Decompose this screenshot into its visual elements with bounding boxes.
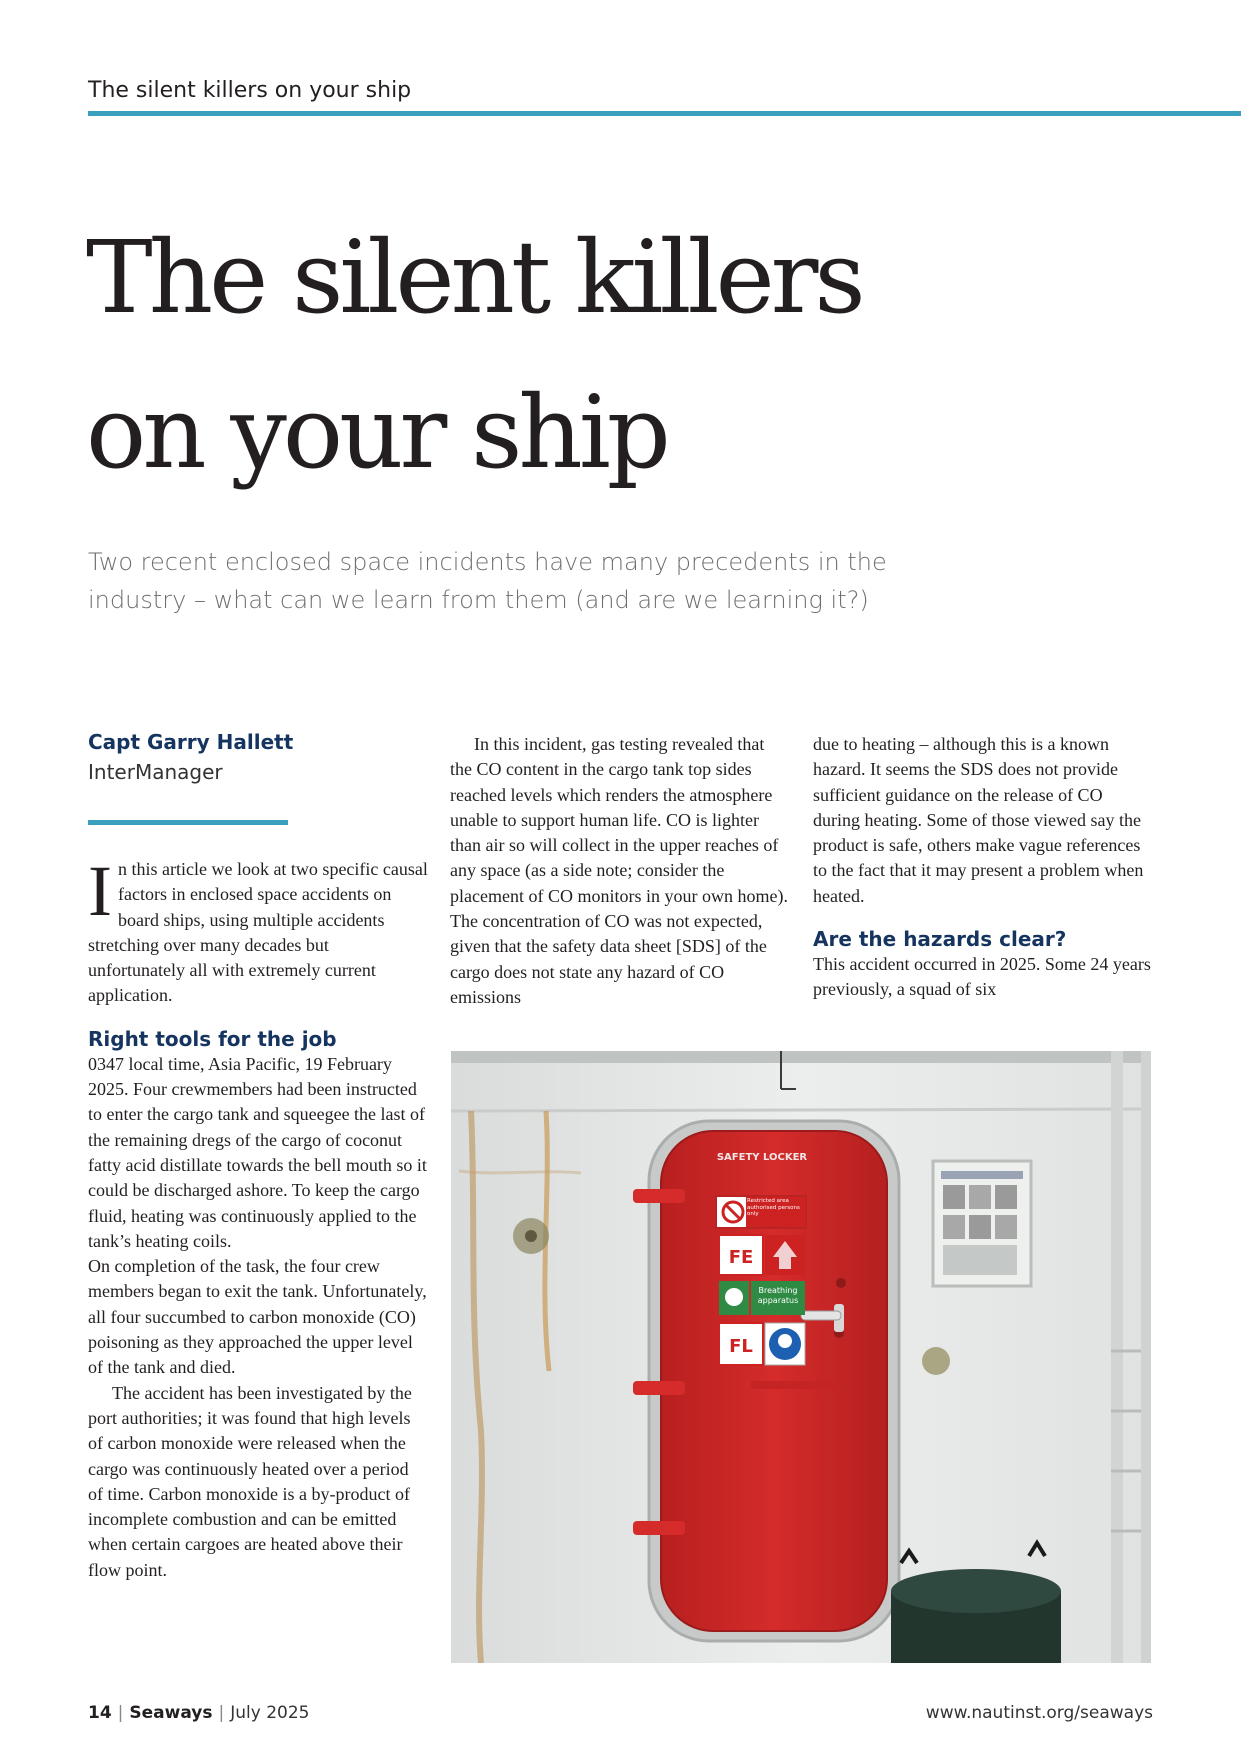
author-organisation: InterManager: [88, 760, 223, 784]
page-footer-left: 14 | Seaways | July 2025: [88, 1703, 310, 1723]
standfirst: Two recent enclosed space incidents have many precedents in the industry – what can we learn from them (and are we learning it?): [88, 548, 887, 614]
intro-text: n this article we look at two specific causal factors in enclosed space accidents on board ships, using multiple accidents stretching over many decades but unfortunately all with extremely current application.: [88, 859, 428, 1006]
title-line-2: on your ship: [86, 374, 667, 491]
paragraph: 0347 local time, Asia Pacific, 19 February 2025. Four crewmembers had been instructed to enter the cargo tank and squeegee the last of the remaining dregs of the cargo of coconut fatty acid distillate towards the bell mouth so it could be discharged ashore. To keep the cargo fluid, heating was continuously applied to the tank’s heating coils.: [88, 1053, 427, 1251]
intro-paragraph: [88, 851, 428, 1009]
paragraph: The accident has been investigated by the port authorities; it was found that high levels of carbon monoxide were released when the cargo was continuously heated over a period of time. Carbon monoxide is a by-product of incomplete combustion and can be emitted when certain cargoes are heated above their flow point.: [88, 1382, 412, 1580]
section-heading-right-tools: Right tools for the job: [88, 1026, 337, 1051]
page-number: 14: [88, 1703, 112, 1723]
running-head: The silent killers on your ship: [88, 78, 412, 103]
breathing-apparatus-sign: Breathing apparatus: [751, 1281, 805, 1315]
column-1: [88, 851, 428, 1583]
fl-sign: FL: [729, 1336, 753, 1357]
drop-cap: I: [88, 851, 112, 931]
safety-locker-photo: [451, 1051, 1151, 1663]
photo-illustration: [451, 1051, 1151, 1663]
magazine-name: Seaways: [129, 1703, 213, 1723]
article-title: [86, 200, 1086, 510]
header-rule: [88, 111, 1241, 116]
fe-sign: FE: [728, 1247, 754, 1268]
issue-date: July 2025: [230, 1703, 310, 1723]
restricted-area-sign: Restricted area authorised persons only: [746, 1197, 806, 1227]
website-link[interactable]: www.nautinst.org/seaways: [925, 1703, 1153, 1723]
author-name: Capt Garry Hallett: [88, 730, 294, 754]
paragraph: In this incident, gas testing revealed that the CO content in the cargo tank top sides reached levels which renders the atmosphere unable to support human life. CO is lighter than air so will collect in the upper reaches of any space (as a side note; consider the placement of CO monitors in your own home). The concentration of CO was not expected, given that the safety data sheet [SDS] of the cargo does not state any hazard of CO emissions: [450, 734, 788, 1007]
byline-rule: [88, 820, 288, 825]
locker-label: SAFETY LOCKER: [716, 1152, 808, 1163]
paragraph: due to heating – although this is a known hazard. It seems the SDS does not provide sufficient guidance on the release of CO during heating. Some of those viewed say the product is safe, others make vague references to the fact that it may present a problem when heated.: [813, 734, 1144, 906]
title-line-1: The silent killers: [86, 219, 862, 336]
paragraph: On completion of the task, the four crew members began to exit the tank. Unfortunately, all four succumbed to carbon monoxide (CO) poisoning as they approached the upper level of the tank and died.: [88, 1256, 427, 1378]
paragraph: This accident occurred in 2025. Some 24 years previously, a squad of six: [813, 954, 1151, 1000]
column-2: [450, 732, 790, 1010]
section-heading-hazards: Are the hazards clear?: [813, 927, 1067, 952]
column-3: [813, 732, 1153, 1003]
